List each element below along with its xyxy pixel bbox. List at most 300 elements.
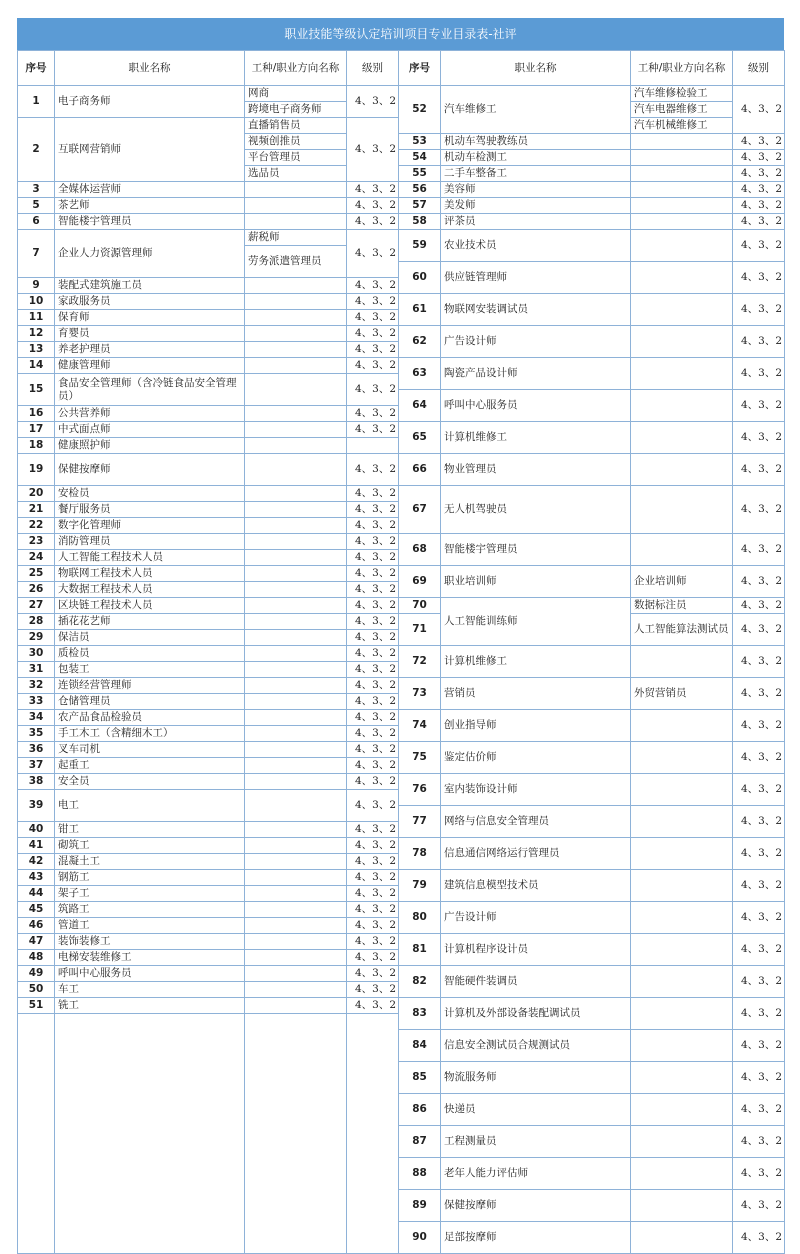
direction-name (245, 886, 347, 902)
row-number: 74 (399, 710, 441, 742)
direction-name (245, 294, 347, 310)
direction-name (631, 262, 733, 294)
direction-name (631, 1094, 733, 1126)
table-row (18, 774, 785, 790)
direction-name (245, 630, 347, 646)
direction-name: 跨境电子商务师 (245, 102, 347, 118)
row-number: 41 (18, 838, 55, 854)
occupation-name: 物联网工程技术人员 (55, 566, 245, 582)
level-value: 4、3、2 (733, 262, 785, 294)
occupation-name: 大数据工程技术人员 (55, 582, 245, 598)
level-value: 4、3、2 (347, 342, 399, 358)
occupation-name: 创业指导师 (441, 710, 631, 742)
level-value: 4、3、2 (347, 230, 399, 278)
occupation-name: 智能楼宇管理员 (441, 534, 631, 566)
direction-name (631, 214, 733, 230)
direction-name (245, 918, 347, 934)
direction-name: 数据标注员 (631, 598, 733, 614)
level-value: 4、3、2 (347, 486, 399, 502)
level-value: 4、3、2 (347, 534, 399, 550)
level-value: 4、3、2 (347, 214, 399, 230)
occupation-name: 钳工 (55, 822, 245, 838)
row-number: 73 (399, 678, 441, 710)
table-body (18, 86, 785, 1254)
direction-name (245, 902, 347, 918)
level-value: 4、3、2 (347, 614, 399, 630)
direction-name (631, 326, 733, 358)
direction-name: 直播销售员 (245, 118, 347, 134)
direction-name (631, 166, 733, 182)
occupation-name: 农业技术员 (441, 230, 631, 262)
occupation-name: 网络与信息安全管理员 (441, 806, 631, 838)
row-number: 24 (18, 550, 55, 566)
occupation-name: 营销员 (441, 678, 631, 710)
direction-name (631, 1158, 733, 1190)
row-number: 39 (18, 790, 55, 822)
occupation-name: 钢筋工 (55, 870, 245, 886)
direction-name (631, 198, 733, 214)
row-number: 64 (399, 390, 441, 422)
row-number: 48 (18, 950, 55, 966)
row-number: 37 (18, 758, 55, 774)
catalog-table (17, 50, 785, 1254)
direction-name (245, 710, 347, 726)
direction-name: 企业培训师 (631, 566, 733, 598)
table-row (18, 358, 785, 374)
table-row (18, 486, 785, 502)
level-value: 4、3、2 (733, 230, 785, 262)
direction-name (245, 358, 347, 374)
level-value (347, 1014, 399, 1254)
row-number: 67 (399, 486, 441, 534)
direction-name (245, 214, 347, 230)
direction-name (631, 870, 733, 902)
direction-name (245, 694, 347, 710)
row-number: 75 (399, 742, 441, 774)
row-number: 54 (399, 150, 441, 166)
row-number: 52 (399, 86, 441, 134)
level-value: 4、3、2 (733, 182, 785, 198)
direction-name (631, 454, 733, 486)
level-value: 4、3、2 (733, 534, 785, 566)
direction-name (631, 534, 733, 566)
occupation-name: 二手车整备工 (441, 166, 631, 182)
row-number: 65 (399, 422, 441, 454)
level-value: 4、3、2 (733, 422, 785, 454)
level-value: 4、3、2 (347, 454, 399, 486)
occupation-name: 计算机维修工 (441, 422, 631, 454)
row-number: 9 (18, 278, 55, 294)
row-number: 84 (399, 1030, 441, 1062)
row-number: 87 (399, 1126, 441, 1158)
level-value: 4、3、2 (733, 934, 785, 966)
level-value: 4、3、2 (733, 774, 785, 806)
direction-name (245, 838, 347, 854)
row-number: 86 (399, 1094, 441, 1126)
level-value: 4、3、2 (347, 662, 399, 678)
row-number: 71 (399, 614, 441, 646)
occupation-name: 叉车司机 (55, 742, 245, 758)
row-number: 69 (399, 566, 441, 598)
row-number: 11 (18, 310, 55, 326)
row-number: 85 (399, 1062, 441, 1094)
table-row (18, 182, 785, 198)
level-value: 4、3、2 (347, 790, 399, 822)
direction-name (631, 358, 733, 390)
direction-name (245, 998, 347, 1014)
table-row (18, 838, 785, 854)
level-value: 4、3、2 (733, 294, 785, 326)
row-number: 68 (399, 534, 441, 566)
level-value: 4、3、2 (347, 726, 399, 742)
occupation-name: 呼叫中心服务员 (55, 966, 245, 982)
table-row (18, 326, 785, 342)
level-value: 4、3、2 (347, 358, 399, 374)
row-number: 31 (18, 662, 55, 678)
level-value: 4、3、2 (347, 838, 399, 854)
occupation-name: 车工 (55, 982, 245, 998)
occupation-name: 电工 (55, 790, 245, 822)
level-value: 4、3、2 (347, 310, 399, 326)
occupation-name: 家政服务员 (55, 294, 245, 310)
table-row (18, 678, 785, 694)
level-value: 4、3、2 (733, 1094, 785, 1126)
row-number: 38 (18, 774, 55, 790)
direction-name (631, 422, 733, 454)
occupation-name: 农产品食品检验员 (55, 710, 245, 726)
direction-name (631, 806, 733, 838)
row-number: 18 (18, 438, 55, 454)
row-number: 89 (399, 1190, 441, 1222)
occupation-name: 老年人能力评估师 (441, 1158, 631, 1190)
direction-name (245, 326, 347, 342)
direction-name (245, 726, 347, 742)
direction-name (631, 966, 733, 998)
level-value: 4、3、2 (733, 902, 785, 934)
direction-name: 平台管理员 (245, 150, 347, 166)
direction-name (245, 614, 347, 630)
row-number: 51 (18, 998, 55, 1014)
level-value: 4、3、2 (733, 1030, 785, 1062)
level-value: 4、3、2 (347, 630, 399, 646)
row-number: 90 (399, 1222, 441, 1254)
row-number: 23 (18, 534, 55, 550)
level-value: 4、3、2 (347, 774, 399, 790)
row-number: 50 (18, 982, 55, 998)
direction-name (245, 582, 347, 598)
level-value: 4、3、2 (733, 358, 785, 390)
occupation-name: 装饰装修工 (55, 934, 245, 950)
header-num: 序号 (18, 51, 55, 86)
level-value: 4、3、2 (733, 742, 785, 774)
row-number: 57 (399, 198, 441, 214)
row-number: 19 (18, 454, 55, 486)
table-row (18, 86, 785, 102)
header-level: 级别 (347, 51, 399, 86)
occupation-name: 餐厅服务员 (55, 502, 245, 518)
level-value: 4、3、2 (733, 998, 785, 1030)
row-number: 66 (399, 454, 441, 486)
row-number: 82 (399, 966, 441, 998)
row-number: 61 (399, 294, 441, 326)
direction-name: 视频创推员 (245, 134, 347, 150)
level-value: 4、3、2 (733, 198, 785, 214)
row-number: 13 (18, 342, 55, 358)
table-row (18, 710, 785, 726)
occupation-name: 呼叫中心服务员 (441, 390, 631, 422)
level-value: 4、3、2 (347, 902, 399, 918)
row-number: 78 (399, 838, 441, 870)
row-number: 17 (18, 422, 55, 438)
occupation-name: 安全员 (55, 774, 245, 790)
level-value: 4、3、2 (347, 678, 399, 694)
direction-name (245, 518, 347, 534)
direction-name: 外贸营销员 (631, 678, 733, 710)
row-number: 42 (18, 854, 55, 870)
occupation-name: 计算机程序设计员 (441, 934, 631, 966)
occupation-name: 汽车维修工 (441, 86, 631, 134)
occupation-name: 无人机驾驶员 (441, 486, 631, 534)
table-row (18, 934, 785, 950)
header-row (18, 51, 785, 86)
row-number: 22 (18, 518, 55, 534)
row-number: 6 (18, 214, 55, 230)
occupation-name: 评茶员 (441, 214, 631, 230)
level-value: 4、3、2 (733, 678, 785, 710)
level-value: 4、3、2 (347, 822, 399, 838)
occupation-name: 计算机及外部设备装配调试员 (441, 998, 631, 1030)
table-row (18, 966, 785, 982)
level-value: 4、3、2 (347, 758, 399, 774)
occupation-name: 养老护理员 (55, 342, 245, 358)
row-number: 30 (18, 646, 55, 662)
occupation-name: 广告设计师 (441, 902, 631, 934)
direction-name (245, 854, 347, 870)
level-value: 4、3、2 (733, 214, 785, 230)
occupation-name: 健康管理师 (55, 358, 245, 374)
level-value: 4、3、2 (347, 278, 399, 294)
direction-name (245, 406, 347, 422)
table-row (18, 614, 785, 630)
occupation-name: 美发师 (441, 198, 631, 214)
level-value: 4、3、2 (347, 294, 399, 310)
direction-name (245, 742, 347, 758)
direction-name (245, 774, 347, 790)
occupation-name: 足部按摩师 (441, 1222, 631, 1254)
occupation-name: 筑路工 (55, 902, 245, 918)
occupation-name: 保洁员 (55, 630, 245, 646)
level-value: 4、3、2 (347, 742, 399, 758)
row-number: 49 (18, 966, 55, 982)
occupation-name: 信息安全测试员合规测试员 (441, 1030, 631, 1062)
level-value (347, 438, 399, 454)
direction-name: 人工智能算法测试员 (631, 614, 733, 646)
direction-name (245, 982, 347, 998)
direction-name (245, 374, 347, 406)
level-value: 4、3、2 (347, 326, 399, 342)
direction-name (631, 742, 733, 774)
level-value: 4、3、2 (347, 518, 399, 534)
direction-name (631, 774, 733, 806)
occupation-name: 食品安全管理师（含冷链食品安全管理员） (55, 374, 245, 406)
row-number: 2 (18, 118, 55, 182)
row-number: 7 (18, 230, 55, 278)
occupation-name: 物联网安装调试员 (441, 294, 631, 326)
direction-name (245, 534, 347, 550)
direction-name (631, 838, 733, 870)
row-number: 25 (18, 566, 55, 582)
header-name: 职业名称 (441, 51, 631, 86)
direction-name (245, 454, 347, 486)
occupation-name: 安检员 (55, 486, 245, 502)
level-value: 4、3、2 (347, 198, 399, 214)
row-number: 16 (18, 406, 55, 422)
occupation-name: 消防管理员 (55, 534, 245, 550)
direction-name (631, 1062, 733, 1094)
occupation-name: 插花花艺师 (55, 614, 245, 630)
table-title: 职业技能等级认定培训项目专业目录表-社评 (17, 18, 784, 50)
level-value: 4、3、2 (347, 918, 399, 934)
level-value: 4、3、2 (347, 582, 399, 598)
direction-name (631, 902, 733, 934)
direction-name (631, 134, 733, 150)
level-value: 4、3、2 (733, 966, 785, 998)
direction-name (245, 342, 347, 358)
row-number: 12 (18, 326, 55, 342)
occupation-name: 物业管理员 (441, 454, 631, 486)
level-value: 4、3、2 (347, 422, 399, 438)
row-number: 15 (18, 374, 55, 406)
table-row (18, 230, 785, 246)
direction-name (245, 198, 347, 214)
direction-name (631, 646, 733, 678)
occupation-name: 手工木工（含精细木工） (55, 726, 245, 742)
occupation-name: 健康照护师 (55, 438, 245, 454)
direction-name (245, 182, 347, 198)
occupation-name: 仓储管理员 (55, 694, 245, 710)
level-value: 4、3、2 (347, 598, 399, 614)
occupation-name: 公共营养师 (55, 406, 245, 422)
level-value: 4、3、2 (733, 150, 785, 166)
occupation-name: 人工智能训练师 (441, 598, 631, 646)
direction-name (245, 1014, 347, 1254)
row-number: 28 (18, 614, 55, 630)
level-value: 4、3、2 (347, 710, 399, 726)
row-number: 44 (18, 886, 55, 902)
occupation-name: 中式面点师 (55, 422, 245, 438)
direction-name (631, 934, 733, 966)
occupation-name: 陶瓷产品设计师 (441, 358, 631, 390)
row-number: 34 (18, 710, 55, 726)
occupation-name: 保育师 (55, 310, 245, 326)
direction-name (631, 486, 733, 534)
row-number: 79 (399, 870, 441, 902)
level-value: 4、3、2 (733, 86, 785, 134)
occupation-name: 计算机维修工 (441, 646, 631, 678)
occupation-name: 智能硬件装调员 (441, 966, 631, 998)
occupation-name: 互联网营销师 (55, 118, 245, 182)
direction-name (245, 310, 347, 326)
direction-name (631, 1190, 733, 1222)
row-number: 60 (399, 262, 441, 294)
level-value: 4、3、2 (733, 1190, 785, 1222)
direction-name (631, 294, 733, 326)
direction-name (245, 422, 347, 438)
level-value: 4、3、2 (733, 646, 785, 678)
direction-name (245, 438, 347, 454)
row-number: 83 (399, 998, 441, 1030)
row-number: 72 (399, 646, 441, 678)
row-number: 26 (18, 582, 55, 598)
level-value: 4、3、2 (347, 966, 399, 982)
row-number: 76 (399, 774, 441, 806)
table-row (18, 534, 785, 550)
direction-name (631, 150, 733, 166)
occupation-name: 广告设计师 (441, 326, 631, 358)
occupation-name: 职业培训师 (441, 566, 631, 598)
direction-name: 汽车电器维修工 (631, 102, 733, 118)
level-value: 4、3、2 (347, 694, 399, 710)
table-row (18, 646, 785, 662)
row-number: 20 (18, 486, 55, 502)
direction-name (631, 390, 733, 422)
direction-name (245, 870, 347, 886)
direction-name (631, 998, 733, 1030)
table-row (18, 870, 785, 886)
level-value: 4、3、2 (733, 614, 785, 646)
level-value: 4、3、2 (733, 806, 785, 838)
table-row (18, 998, 785, 1014)
table-row (18, 742, 785, 758)
level-value: 4、3、2 (347, 502, 399, 518)
header-dir: 工种/职业方向名称 (245, 51, 347, 86)
row-number: 63 (399, 358, 441, 390)
occupation-name: 鉴定估价师 (441, 742, 631, 774)
level-value: 4、3、2 (733, 486, 785, 534)
table-row (18, 198, 785, 214)
direction-name (245, 646, 347, 662)
row-number: 27 (18, 598, 55, 614)
occupation-name: 数字化管理师 (55, 518, 245, 534)
level-value: 4、3、2 (347, 86, 399, 118)
occupation-name: 建筑信息模型技术员 (441, 870, 631, 902)
occupation-name: 保健按摩师 (441, 1190, 631, 1222)
direction-name (245, 678, 347, 694)
level-value: 4、3、2 (347, 406, 399, 422)
direction-name: 劳务派遣管理员 (245, 246, 347, 278)
direction-name (631, 1030, 733, 1062)
level-value: 4、3、2 (347, 854, 399, 870)
occupation-name: 混凝土工 (55, 854, 245, 870)
direction-name (245, 758, 347, 774)
catalog-document (17, 18, 784, 1254)
occupation-name: 机动车驾驶教练员 (441, 134, 631, 150)
occupation-name: 管道工 (55, 918, 245, 934)
table-row (18, 598, 785, 614)
occupation-name: 保健按摩师 (55, 454, 245, 486)
level-value: 4、3、2 (347, 566, 399, 582)
occupation-name: 工程测量员 (441, 1126, 631, 1158)
table-row (18, 902, 785, 918)
direction-name (245, 790, 347, 822)
level-value: 4、3、2 (733, 1158, 785, 1190)
direction-name (631, 230, 733, 262)
direction-name (245, 934, 347, 950)
level-value: 4、3、2 (733, 1062, 785, 1094)
level-value: 4、3、2 (347, 886, 399, 902)
occupation-name: 起重工 (55, 758, 245, 774)
occupation-name: 快递员 (441, 1094, 631, 1126)
